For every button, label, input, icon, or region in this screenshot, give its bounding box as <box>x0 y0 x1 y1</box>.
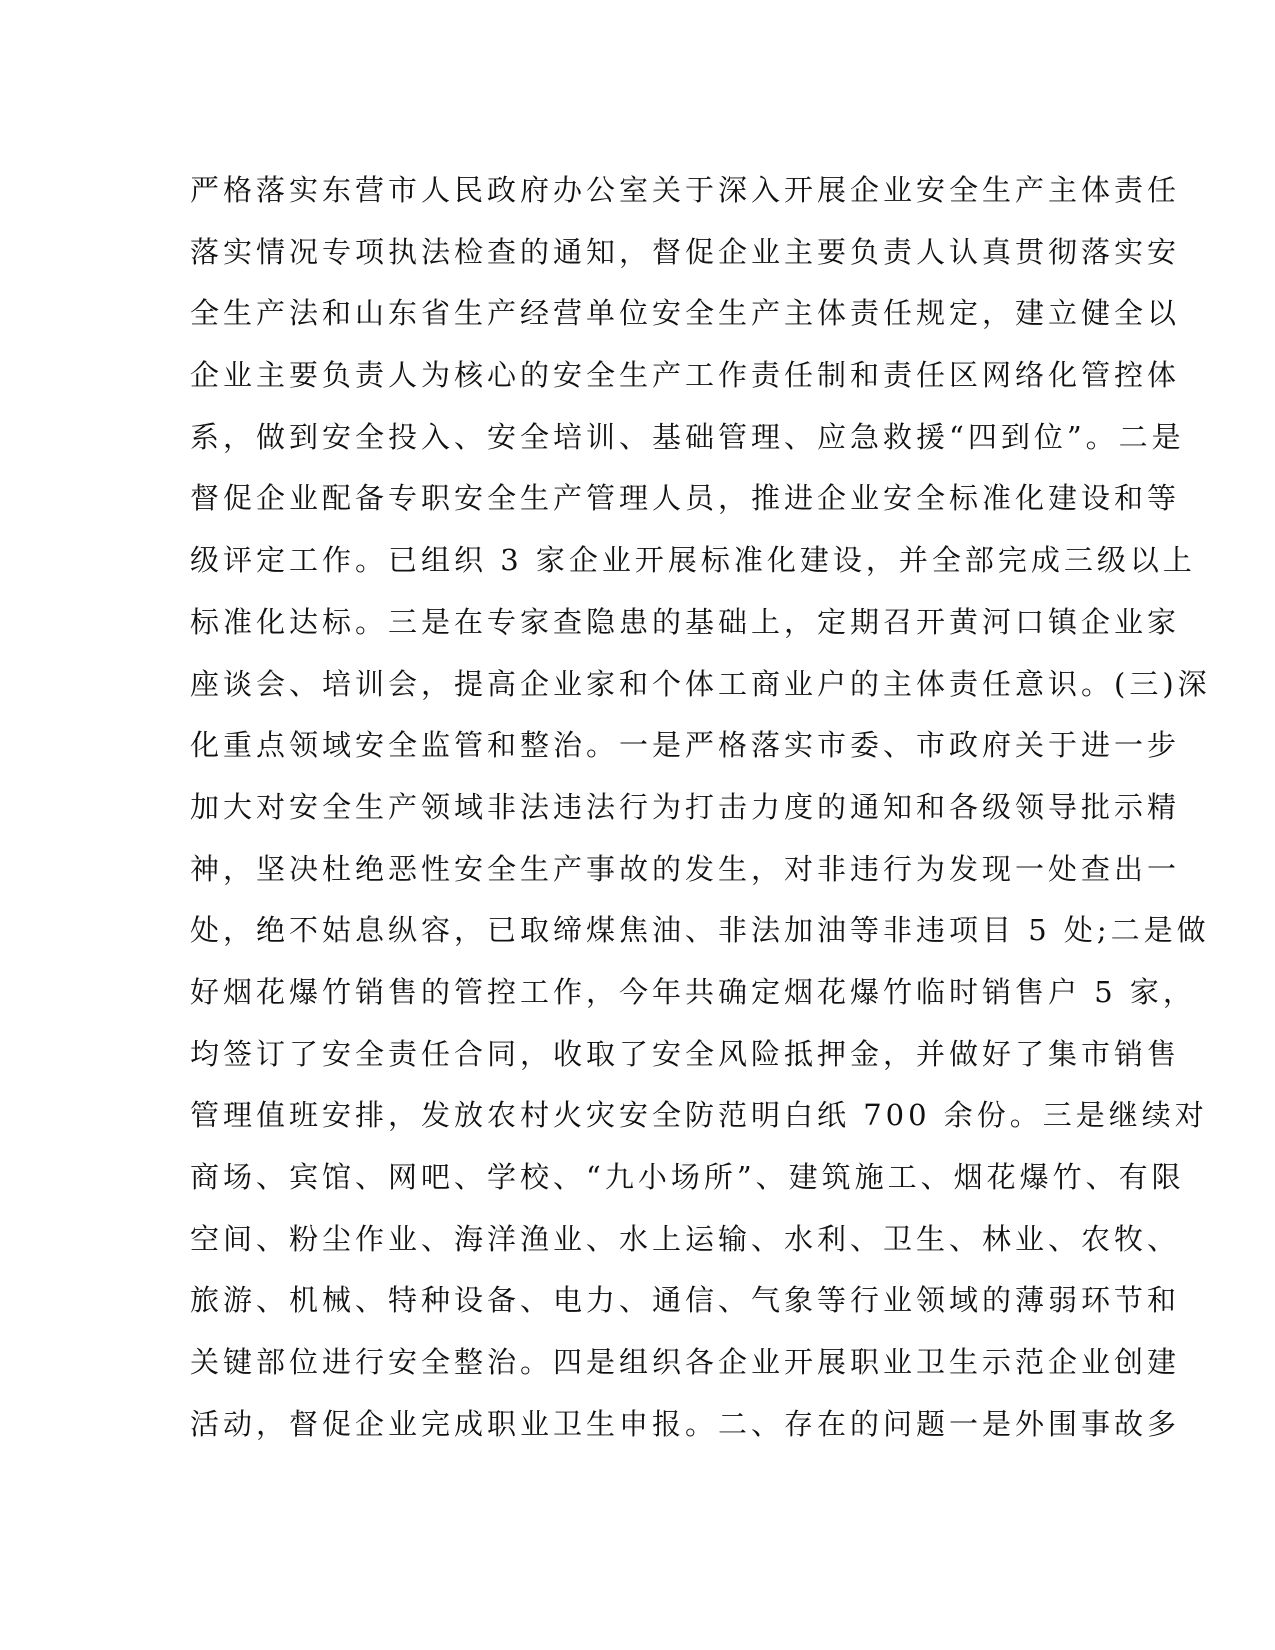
text-line: 神，坚决杜绝恶性安全生产事故的发生，对非违行为发现一处查出一 <box>190 851 1181 886</box>
text-line: 处，绝不姑息纵容，已取缔煤焦油、非法加油等非违项目 5 处;二是做 <box>190 913 1210 948</box>
text-line: 好烟花爆竹销售的管控工作，今年共确定烟花爆竹临时销售户 5 家， <box>190 974 1196 1009</box>
text-line: 督促企业配备专职安全生产管理人员，推进企业安全标准化建设和等 <box>190 481 1181 516</box>
text-line: 商场、宾馆、网吧、学校、“九小场所”、建筑施工、烟花爆竹、有限 <box>190 1160 1185 1194</box>
text-line: 级评定工作。已组织 3 家企业开展标准化建设，并全部完成三级以上 <box>190 543 1196 578</box>
text-line: 座谈会、培训会，提高企业家和个体工商业户的主体责任意识。(三)深 <box>190 666 1211 701</box>
text-line: 活动，督促企业完成职业卫生申报。二、存在的问题一是外围事故多 <box>190 1406 1181 1441</box>
text-line: 标准化达标。三是在专家查隐患的基础上，定期召开黄河口镇企业家 <box>190 604 1181 639</box>
text-line: 均签订了安全责任合同，收取了安全风险抵押金，并做好了集市销售 <box>190 1036 1181 1071</box>
text-line: 系，做到安全投入、安全培训、基础管理、应急救援“四到位”。二是 <box>190 419 1185 454</box>
body-text <box>190 160 1211 1455</box>
text-line: 关键部位进行安全整治。四是组织各企业开展职业卫生示范企业创建 <box>190 1345 1181 1380</box>
text-line: 管理值班安排，发放农村火灾安全防范明白纸 700 余份。三是继续对 <box>190 1098 1208 1133</box>
text-line: 空间、粉尘作业、海洋渔业、水上运输、水利、卫生、林业、农牧、 <box>190 1221 1181 1256</box>
text-line: 落实情况专项执法检查的通知，督促企业主要负责人认真贯彻落实安 <box>190 234 1181 269</box>
text-line: 加大对安全生产领域非法违法行为打击力度的通知和各级领导批示精 <box>190 789 1181 824</box>
text-line: 旅游、机械、特种设备、电力、通信、气象等行业领域的薄弱环节和 <box>190 1283 1181 1318</box>
text-line: 全生产法和山东省生产经营单位安全生产主体责任规定，建立健全以 <box>190 296 1181 331</box>
text-line: 企业主要负责人为核心的安全生产工作责任制和责任区网络化管控体 <box>190 358 1181 393</box>
text-line: 严格落实东营市人民政府办公室关于深入开展企业安全生产主体责任 <box>190 173 1181 207</box>
text-line: 化重点领域安全监管和整治。一是严格落实市委、市政府关于进一步 <box>190 728 1181 763</box>
